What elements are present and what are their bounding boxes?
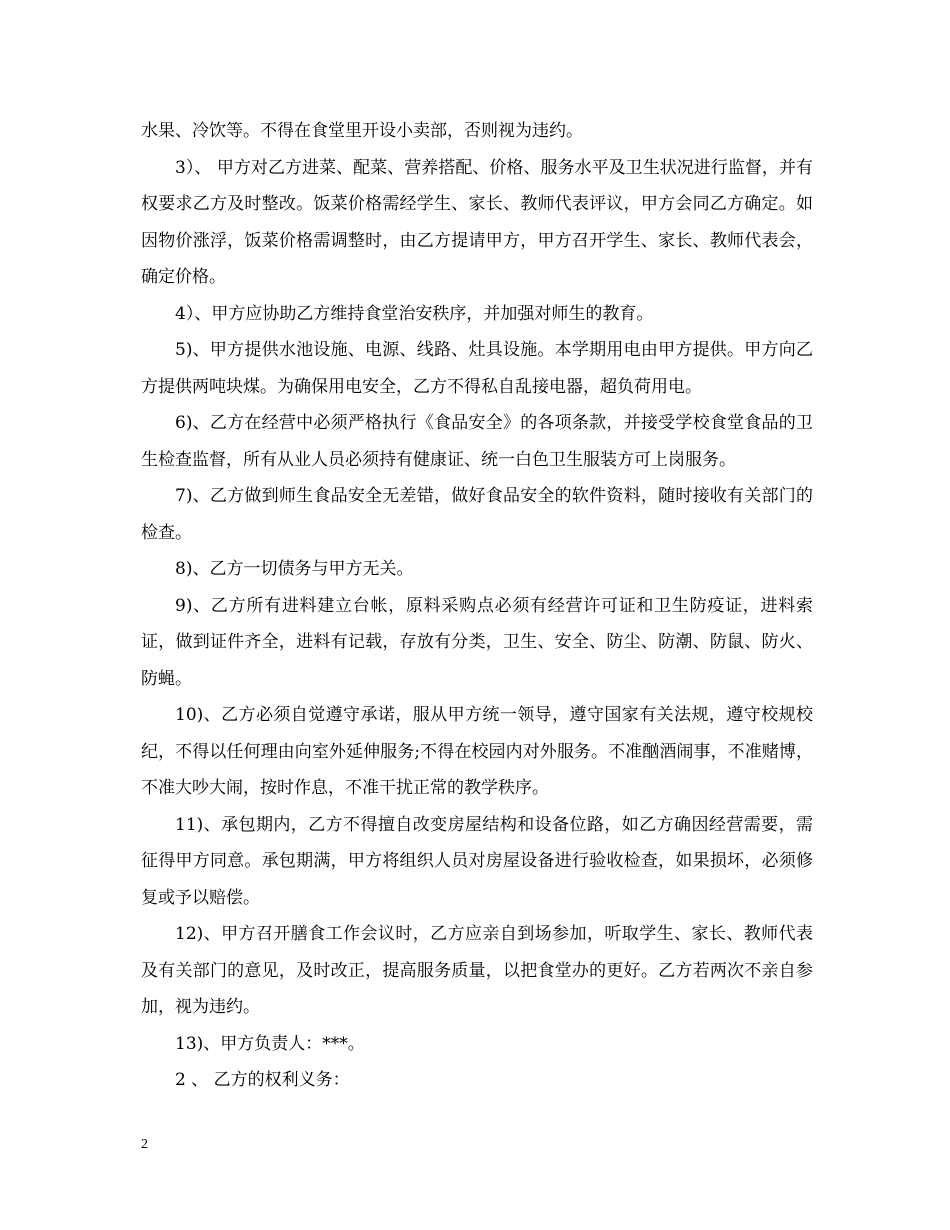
paragraph-clause-4: 4）、甲方应协助乙方维持食堂治安秩序，并加强对师生的教育。 <box>175 303 654 324</box>
paragraph-clause-5: 5)、甲方提供水池设施、电源、线路、灶具设施。本学期用电由甲方提供。甲方向乙方提供两吨块煤。为确保用电安全，乙方不得私自乱接电器，超负荷用电。 <box>141 340 813 397</box>
paragraph-clause-10: 10)、乙方必须自觉遵守承诺，服从甲方统一领导，遵守国家有关法规，遵守校规校纪，不得以任何理由向室外延伸服务;不得在校园内对外服务。不准酗酒闹事，不准赌博，不准大吵大闹，按时作息，不准干扰正常的教学秩序。 <box>141 705 813 798</box>
paragraph-clause-11: 11)、承包期内，乙方不得擅自改变房屋结构和设备位路，如乙方确因经营需要，需征得甲方同意。承包期满，甲方将组织人员对房屋设备进行验收检查，如果损坏，必须修复或予以赔偿。 <box>141 814 813 908</box>
paragraph-clause-6: 6)、乙方在经营中必须严格执行《食品安全》的各项条款，并接受学校食堂食品的卫生检查监督，所有从业人员必须持有健康证、统一白色卫生服装方可上岗服务。 <box>141 413 813 470</box>
paragraph-clause-13: 13)、甲方负责人：***。 <box>175 1033 365 1054</box>
paragraph-clause-8: 8)、乙方一切债务与甲方无关。 <box>175 559 414 579</box>
paragraph-clause-12: 12)、甲方召开膳食工作会议时，乙方应亲自到场参加，听取学生、家长、教师代表及有关部门的意见，及时改正，提高服务质量，以把食堂办的更好。乙方若两次不亲自参加，视为违约。 <box>141 924 813 1017</box>
paragraph-continuation: 水果、冷饮等。不得在食堂里开设小卖部，否则视为违约。 <box>141 121 583 141</box>
paragraph-clause-9: 9)、乙方所有进料建立台帐，原料采购点必须有经营许可证和卫生防疫证，进料索证，做到证件齐全，进料有记载，存放有分类，卫生、安全、防尘、防潮、防鼠、防火、防蝇。 <box>141 595 813 689</box>
page-number: 2 <box>141 1137 148 1152</box>
paragraph-clause-7: 7)、乙方做到师生食品安全无差错，做好食品安全的软件资料，随时接收有关部门的检查。 <box>141 486 813 543</box>
document-body <box>141 113 813 1099</box>
paragraph-clause-3: 3）、 甲方对乙方进菜、配菜、营养搭配、价格、服务水平及卫生状况进行监督，并有权要求乙方及时整改。饭菜价格需经学生、家长、教师代表评议，甲方会同乙方确定。如因物价涨浮，饭菜价格需调整时，由乙方提请甲方，甲方召开学生、家长、教师代表会，确定价格。 <box>141 157 813 287</box>
section-heading-party-b: 2 、 乙方的权利义务： <box>175 1070 350 1090</box>
